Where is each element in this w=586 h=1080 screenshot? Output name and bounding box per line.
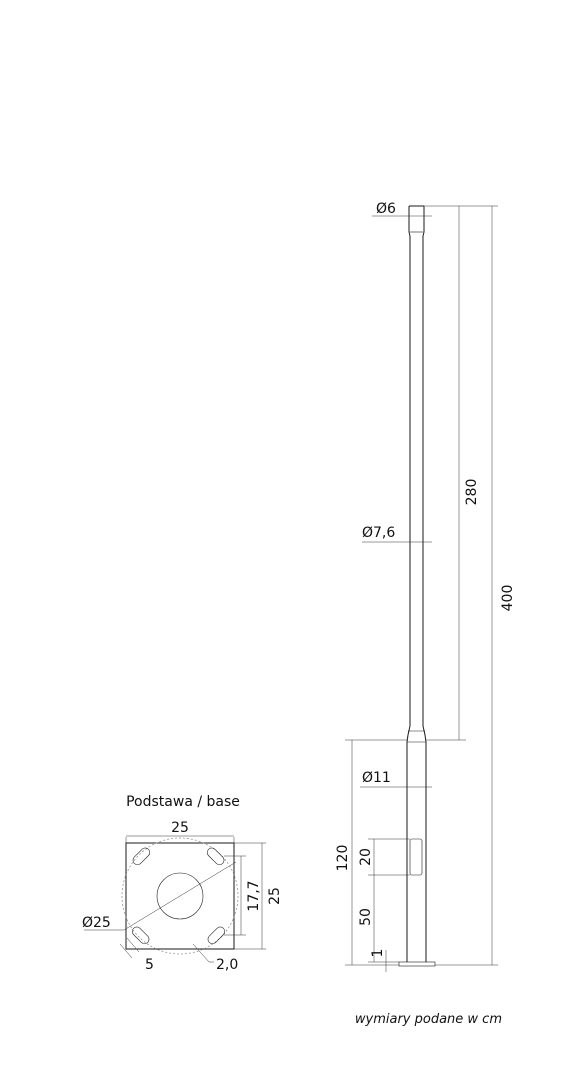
dim-mid-diameter <box>362 525 432 542</box>
dim-slot-size <box>193 944 238 973</box>
dim-upper-height-label: 280 <box>464 478 480 506</box>
dim-door-height-label: 20 <box>358 848 374 866</box>
dim-slot-width <box>120 938 154 973</box>
dim-top-diameter <box>372 201 432 217</box>
dim-mid-diameter-label: Ø7,6 <box>362 525 396 541</box>
dim-door-height <box>358 839 410 875</box>
base-title: Podstawa / base <box>126 794 240 810</box>
dim-top-diameter-label: Ø6 <box>376 201 396 217</box>
dim-bottom-diameter <box>360 770 432 787</box>
dim-total-height-label: 400 <box>500 584 516 612</box>
dim-flange <box>370 949 386 972</box>
pole-elevation <box>399 206 435 966</box>
dim-base-width <box>126 820 234 843</box>
dim-flange-label: 1 <box>370 948 386 958</box>
dim-circle-diameter <box>82 862 236 931</box>
units-note: wymiary podane w cm <box>354 1012 502 1027</box>
dim-circle-diameter-label: Ø25 <box>82 915 111 931</box>
dim-lower-height-label: 120 <box>335 844 351 872</box>
dim-bottom-diameter-label: Ø11 <box>362 770 391 786</box>
dim-slot-width-label: 5 <box>145 957 154 973</box>
dim-base-width-label: 25 <box>171 820 189 836</box>
dim-total-height <box>435 206 516 965</box>
service-door <box>410 839 422 875</box>
base-flange <box>399 962 435 966</box>
dim-upper-height <box>424 206 480 740</box>
dim-hole-spacing-label: 17,7 <box>246 880 262 912</box>
dim-base-height-label: 25 <box>267 887 283 905</box>
dim-door-offset-label: 50 <box>358 908 374 926</box>
dim-hole-spacing <box>224 856 262 935</box>
dim-slot-size-label: 2,0 <box>216 957 239 973</box>
